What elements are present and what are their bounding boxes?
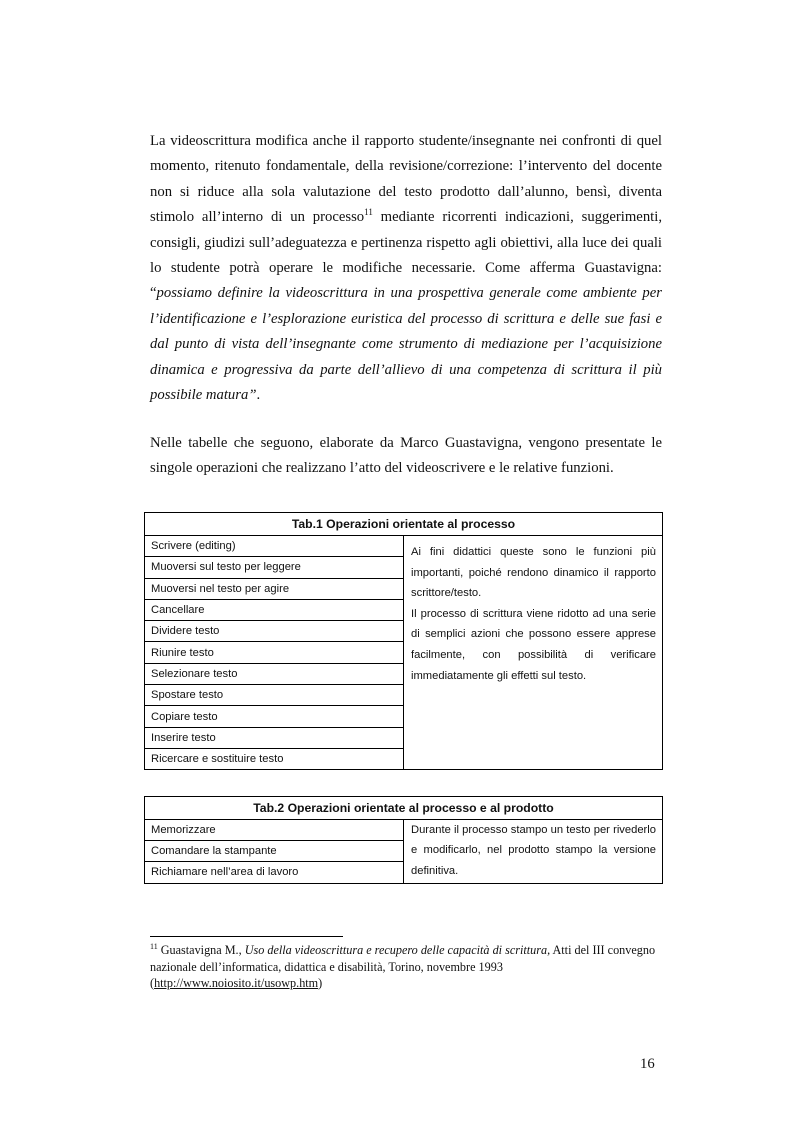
table1-description-p2: Il processo di scrittura viene ridotto ad una serie di semplici azioni che possono essere apprese facilmente, con possibilità di verificare immediatamente gli effetti sul testo.: [411, 607, 656, 682]
paragraph-text: mediante ricorrenti indicazioni, suggerimenti, consigli, giudizi sull’adeguatezza e pertinenza rispetto agli obiettivi, alla luce dei quali lo studente potrà operare le modifiche necessarie. Come afferma Guastavigna: “: [150, 209, 662, 302]
footnote-link[interactable]: http://www.noiosito.it/usowp.htm: [154, 976, 319, 991]
footnote-close: ): [318, 976, 323, 991]
table1-description-p1: Ai fini didattici queste sono le funzioni più importanti, poiché rendono dinamico il rapporto scrittore/testo.: [411, 546, 656, 600]
paragraph-text: La videoscrittura modifica anche il rapporto studente/insegnante nei confronti di quel momento, ritenuto fondamentale, della revisione/correzione: l’intervento del docente non si riduce alla sola valutazione del testo prodotto dall’alunno, bensì, diventa stimolo all’interno di un processo: [150, 133, 662, 226]
table-row: Inserire testo: [145, 727, 404, 748]
body-paragraph-1: [150, 129, 662, 408]
table-row: Selezionare testo: [145, 663, 404, 684]
table1-title: Tab.1 Operazioni orientate al processo: [145, 513, 663, 536]
footnote-divider: [150, 936, 343, 937]
footnote-number: 11: [150, 942, 158, 951]
table-row: Ricercare e sostituire testo: [145, 748, 404, 769]
table-row: Muoversi nel testo per agire: [145, 578, 404, 599]
table-row: Comandare la stampante: [145, 841, 404, 862]
table-row: Copiare testo: [145, 706, 404, 727]
table-row: Riunire testo: [145, 642, 404, 663]
body-paragraph-2: Nelle tabelle che seguono, elaborate da Marco Guastavigna, vengono presentate le singole operazioni che realizzano l’atto del videoscrivere e le relative funzioni.: [150, 435, 662, 477]
footnote: [150, 942, 665, 992]
footnote-text: Atti del III convegno nazionale dell’informatica, didattica e disabilità, Torino, novembre 1993 (: [150, 943, 656, 991]
table-row: Cancellare: [145, 599, 404, 620]
table-row: Spostare testo: [145, 685, 404, 706]
table-process-operations: [144, 512, 663, 770]
table-row: Dividere testo: [145, 621, 404, 642]
table-row: Richiamare nell’area di lavoro: [145, 862, 404, 883]
table2-title: Tab.2 Operazioni orientate al processo e al prodotto: [145, 797, 663, 820]
footnote-title: Uso della videoscrittura e recupero delle capacità di scrittura,: [244, 943, 551, 957]
table2-description: Durante il processo stampo un testo per rivederlo e modificarlo, nel prodotto stampo la versione definitiva.: [404, 820, 663, 884]
guastavigna-quote: possiamo definire la videoscrittura in una prospettiva generale come ambiente per l’identificazione e l’esplorazione euristica del processo di scrittura e delle sue fasi e dal punto di vista dell’insegnante come strumento di mediazione per l’acquisizione dinamica e progressiva da parte dell’allievo di una competenza di scrittura il più possibile matura”: [150, 285, 662, 404]
table-row: Memorizzare: [145, 820, 404, 841]
paragraph-text: .: [256, 387, 261, 404]
footnote-author: Guastavigna M.,: [157, 943, 245, 957]
table-row: Muoversi sul testo per leggere: [145, 557, 404, 578]
table-row: Scrivere (editing): [145, 536, 404, 557]
footnote-reference[interactable]: 11: [364, 207, 373, 218]
page-number: 16: [640, 1056, 655, 1072]
table1-description: [404, 536, 663, 770]
table-process-product-operations: [144, 796, 663, 884]
